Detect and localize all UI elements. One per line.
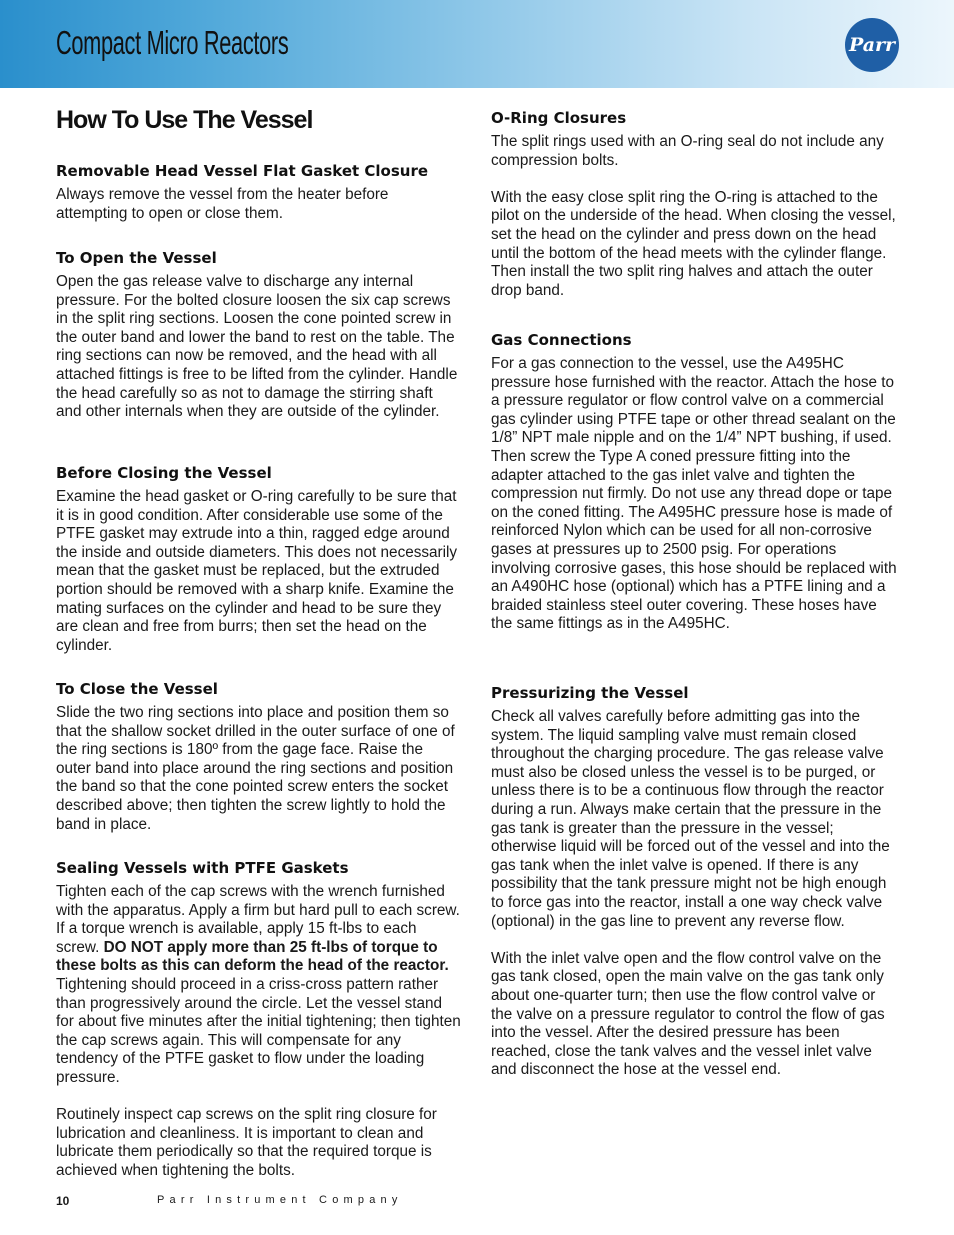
section-heading: To Close the Vessel xyxy=(56,680,218,698)
section-paragraph: Slide the two ring sections into place and position them so that the shallow socket drilled in the outer surface of one of the ring sections is 180º from the gage face. Raise the outer band into place around the ring sections and position the band so that the cone pointed screw enters the socket described above; then tighten the screw lightly to hold the band in place. xyxy=(56,704,455,833)
logo-text: Parr xyxy=(848,34,896,56)
section-paragraph: With the inlet valve open and the flow control valve on the gas tank closed, open the main valve on the gas tank only about one-quarter turn; then use the flow control valve or the valve on a pressure regulator to control the flow of gas into the vessel. After the desired pressure has been reached, close the tank valves and the vessel inlet valve and disconnect the hose at the vessel end. xyxy=(491,949,885,1079)
paragraph-text: Tightening should proceed in a criss-cross pattern rather than progressively around the circle. Let the vessel stand for about five minutes after the initial tightening; then tighten the cap screws again. This will compensate for any tendency of the PTFE gasket to flow under the loading pressure. xyxy=(56,975,461,1086)
section-open-vessel xyxy=(56,249,461,422)
section-sealing-ptfe xyxy=(56,859,464,1181)
page-heading: How To Use The Vessel xyxy=(56,106,313,134)
section-heading: Gas Connections xyxy=(491,331,632,349)
header-banner xyxy=(0,0,954,88)
section-heading: Pressurizing the Vessel xyxy=(491,684,689,702)
section-paragraph: The split rings used with an O-ring seal do not include any compression bolts. xyxy=(491,133,884,169)
section-paragraph xyxy=(56,883,464,1088)
section-paragraph: Always remove the vessel from the heater before attempting to open or close them. xyxy=(56,186,389,222)
section-heading: Removable Head Vessel Flat Gasket Closure xyxy=(56,162,429,180)
section-paragraph: For a gas connection to the vessel, use the A495HC pressure hose furnished with the reactor. Attach the hose to a pressure regulator or flow control valve on a commercial gas cylinder using PTFE tape or other thread sealant on the 1/8” NPT male nipple and on the 1/4” NPT bushing, if used. Then screw the Type A coned pressure fitting into the adapter attached to the gas inlet valve and tighten the compression nut firmly. Do not use any thread dope or tape on the coned fitting. The A495HC pressure hose is made of reinforced Nylon which can be used for all non-corrosive gases at pressures up to 2500 psig. For operations involving corrosive gases, this hose should be replaced with an A490HC hose (optional) which has a PTFE lining and a braided stainless steel outer covering. These hoses have the same fittings as in the A495HC. xyxy=(491,355,897,633)
section-paragraph: Open the gas release valve to discharge any internal pressure. For the bolted closure loosen the six cap screws in the split ring sections. Loosen the cone pointed screw in the outer band and lower the band to rest on the table. The ring sections can now be removed, and the head with all attached fittings is free to be lifted from the cylinder. Handle the head carefully so as not to damage the stirring shaft and other internals when they are outside of the cylinder. xyxy=(56,273,458,421)
section-before-closing xyxy=(56,464,461,655)
page-number: 10 xyxy=(56,1194,70,1208)
section-paragraph: Examine the head gasket or O-ring carefully to be sure that it is in good condition. After considerable use some of the PTFE gasket may extrude into a thin, ragged edge around the inside and outside diameters. This does not necessarily mean that the gasket must be replaced, but the extruded portion should be removed with a sharp knife. Examine the mating surfaces on the cylinder and head to be sure they are clean and free from burrs; then set the head on the cylinder. xyxy=(56,488,458,654)
section-paragraph: Routinely inspect cap screws on the split ring closure for lubrication and cleanliness. It is important to clean and lubricate them periodically so that the required torque is achieved when tightening the bolts. xyxy=(56,1106,437,1179)
torque-warning: DO NOT apply more than 25 ft-lbs of torque to these bolts as this can deform the head of the reactor. xyxy=(56,938,449,975)
section-heading: O-Ring Closures xyxy=(491,109,627,127)
document-title: Compact Micro Reactors xyxy=(56,24,289,61)
section-close-vessel xyxy=(56,680,461,834)
paragraph-text: Tighten each of the cap screws with the wrench furnished with the apparatus. Apply a firm but hard pull to each screw. If a torque wrench is available, apply 15 ft-lbs to each screw. xyxy=(56,883,460,956)
section-flat-gasket-closure xyxy=(56,162,461,223)
parr-logo xyxy=(845,18,899,72)
section-heading: Before Closing the Vessel xyxy=(56,464,272,482)
section-paragraph: Check all valves carefully before admitting gas into the system. The liquid sampling valve must remain closed throughout the charging procedure. The gas release valve must also be closed unless the vessel is to be purged, or unless there is to be a continuous flow through the reactor during a run. Always make certain that the pressure in the gas tank is greater than the pressure in the vessel; otherwise liquid will be forced out of the vessel and into the gas tank when the inlet valve is opened. If there is any possibility that the tank pressure might not be high enough to force gas into the reactor, install a one way check valve (optional) in the gas line to prevent any reverse flow. xyxy=(491,708,890,930)
section-o-ring-closures xyxy=(491,109,899,300)
section-heading: Sealing Vessels with PTFE Gaskets xyxy=(56,859,349,877)
section-heading: To Open the Vessel xyxy=(56,249,217,267)
section-paragraph: With the easy close split ring the O-ring is attached to the pilot on the underside of the head. When closing the vessel, set the head on the cylinder and press down on the head until the bottom of the head meets with the cylinder flange. Then install the two split ring halves and attach the outer drop band. xyxy=(491,188,896,299)
footer-company: Parr Instrument Company xyxy=(157,1194,403,1206)
section-pressurizing xyxy=(491,684,899,1080)
section-gas-connections xyxy=(491,331,899,634)
